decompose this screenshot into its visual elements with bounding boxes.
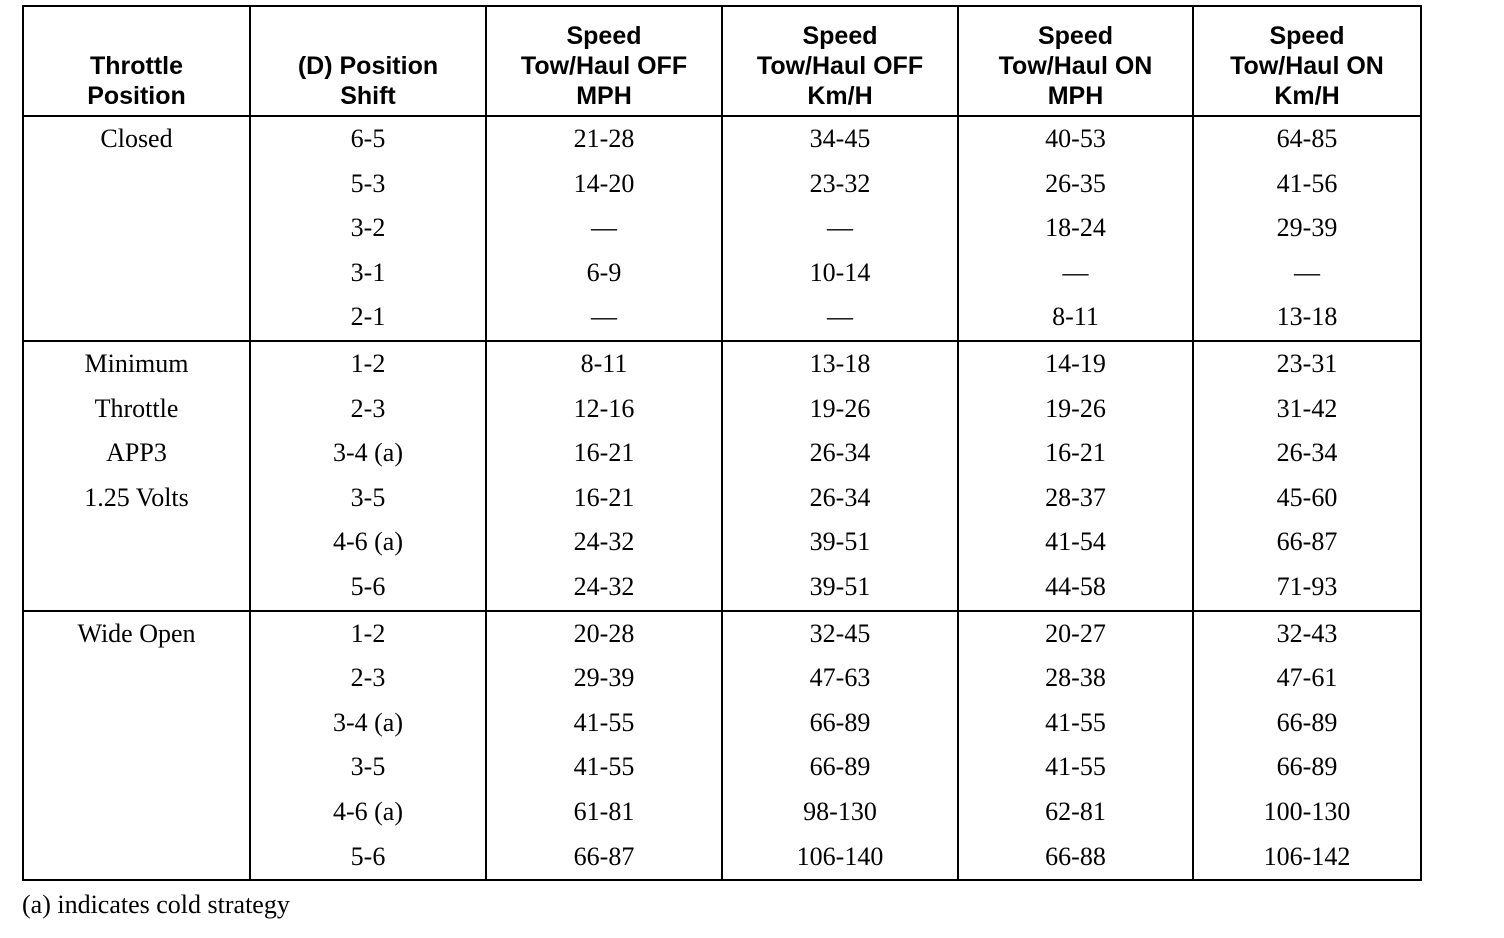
shift-cell	[250, 611, 486, 881]
cell-value: 23-31	[1276, 348, 1338, 378]
cell-value: 106-142	[1263, 841, 1351, 871]
cell-value: 10-14	[809, 257, 871, 287]
throttle-cell	[23, 116, 250, 341]
cell-value: 20-27	[1045, 618, 1106, 648]
cell-value: 26-34	[1276, 438, 1338, 468]
cell-value: Throttle	[94, 393, 179, 423]
cell-value: 1.25 Volts	[84, 482, 189, 512]
cell-value: 5-6	[350, 841, 386, 871]
cell-value: 106-140	[796, 841, 884, 871]
speed-off-kmh-cell	[722, 611, 958, 881]
cell-value: 66-89	[1276, 707, 1338, 737]
cell-value: 66-87	[573, 841, 635, 871]
cell-value: 29-39	[1276, 213, 1338, 243]
cell-value: 28-37	[1045, 482, 1106, 512]
cell-value: 4-6 (a)	[332, 527, 403, 557]
cell-value: 23-32	[809, 168, 871, 198]
cell-value: 19-26	[1045, 393, 1106, 423]
table-row	[23, 341, 1421, 611]
cell-value: 44-58	[1045, 571, 1106, 601]
cell-value: 41-55	[1045, 707, 1106, 737]
cell-value: —	[591, 213, 617, 243]
cell-value: 66-88	[1045, 841, 1106, 871]
cell-value: 66-89	[809, 707, 871, 737]
footnote: (a) indicates cold strategy	[22, 890, 290, 919]
cell-value: 6-9	[586, 257, 622, 287]
cell-value: 98-130	[803, 796, 877, 826]
cell-value: 14-19	[1045, 348, 1106, 378]
cell-value: 21-28	[573, 124, 635, 153]
cell-value: 8-11	[580, 348, 628, 378]
cell-value: 8-11	[1052, 302, 1099, 332]
cell-value: 61-81	[573, 796, 635, 826]
speed-off-kmh-cell	[722, 341, 958, 611]
cell-value: 41-55	[573, 707, 635, 737]
cell-value: 14-20	[573, 168, 635, 198]
cell-value: 41-54	[1045, 527, 1106, 557]
cell-value: 3-4 (a)	[332, 707, 403, 737]
cell-value: 29-39	[573, 663, 635, 693]
speed-off-mph-cell	[486, 611, 722, 881]
cell-value: 2-3	[350, 663, 386, 693]
speed-off-mph-cell	[486, 116, 722, 341]
cell-value: 41-56	[1276, 168, 1338, 198]
cell-value: Closed	[100, 124, 173, 153]
cell-value: 13-18	[809, 348, 871, 378]
cell-value: 64-85	[1276, 124, 1338, 153]
cell-value: 24-32	[573, 571, 635, 601]
header-speed-off-kmh: Speed Tow/Haul OFF Km/H	[722, 6, 958, 116]
cell-value: 28-38	[1045, 663, 1106, 693]
cell-value: 16-21	[1045, 438, 1106, 468]
cell-value: 1-2	[350, 618, 386, 648]
speed-on-mph-cell	[958, 611, 1193, 881]
header-speed-off-mph: Speed Tow/Haul OFF MPH	[486, 6, 722, 116]
cell-value: 6-5	[350, 124, 386, 153]
header-speed-on-kmh: Speed Tow/Haul ON Km/H	[1193, 6, 1421, 116]
header-speed-on-mph: Speed Tow/Haul ON MPH	[958, 6, 1193, 116]
cell-value: 20-28	[573, 618, 635, 648]
cell-value: 12-16	[573, 393, 635, 423]
speed-off-kmh-cell	[722, 116, 958, 341]
cell-value: 40-53	[1045, 124, 1106, 153]
cell-value: 2-1	[350, 302, 386, 332]
cell-value: 16-21	[573, 482, 635, 512]
speed-on-mph-cell	[958, 341, 1193, 611]
cell-value: 62-81	[1045, 796, 1106, 826]
cell-value: 31-42	[1276, 393, 1338, 423]
speed-on-kmh-cell	[1193, 611, 1421, 881]
cell-value: Minimum	[84, 348, 189, 378]
cell-value: 2-3	[350, 393, 386, 423]
cell-value: —	[591, 302, 617, 332]
speed-off-mph-cell	[486, 341, 722, 611]
cell-value: —	[827, 213, 853, 243]
cell-value: 24-32	[573, 527, 635, 557]
cell-value: 100-130	[1263, 796, 1351, 826]
cell-value: 16-21	[573, 438, 635, 468]
header-row	[23, 6, 1421, 116]
cell-value: 66-89	[1276, 752, 1338, 782]
speed-on-mph-cell	[958, 116, 1193, 341]
cell-value: 3-2	[350, 213, 386, 243]
cell-value: 3-4 (a)	[332, 438, 403, 468]
cell-value: 4-6 (a)	[332, 796, 403, 826]
cell-value: 13-18	[1276, 302, 1338, 332]
cell-value: 3-5	[350, 752, 386, 782]
cell-value: 39-51	[809, 571, 871, 601]
cell-value: 5-3	[350, 168, 386, 198]
cell-value: 66-89	[809, 752, 871, 782]
cell-value: 32-43	[1276, 618, 1338, 648]
cell-value: —	[827, 302, 853, 332]
cell-value: 39-51	[809, 527, 871, 557]
header-d-position-shift: (D) Position Shift	[250, 6, 486, 116]
cell-value: 26-34	[809, 438, 871, 468]
cell-value: 34-45	[809, 124, 871, 153]
cell-value: 18-24	[1045, 213, 1106, 243]
cell-value: 45-60	[1276, 482, 1338, 512]
cell-value: 41-55	[1045, 752, 1106, 782]
throttle-cell	[23, 611, 250, 881]
cell-value: 3-5	[350, 482, 386, 512]
shift-speed-table	[22, 5, 1422, 881]
cell-value: 66-87	[1276, 527, 1338, 557]
cell-value: APP3	[106, 438, 167, 468]
shift-cell	[250, 341, 486, 611]
cell-value: 5-6	[350, 571, 386, 601]
shift-cell	[250, 116, 486, 341]
cell-value: 26-35	[1045, 168, 1106, 198]
speed-on-kmh-cell	[1193, 116, 1421, 341]
table-row	[23, 116, 1421, 341]
cell-value: —	[1294, 257, 1320, 287]
cell-value: 41-55	[573, 752, 635, 782]
speed-on-kmh-cell	[1193, 341, 1421, 611]
cell-value: Wide Open	[77, 618, 196, 648]
cell-value: 1-2	[350, 348, 386, 378]
cell-value: 32-45	[809, 618, 871, 648]
cell-value: 26-34	[809, 482, 871, 512]
table-body	[23, 116, 1421, 880]
cell-value: 71-93	[1276, 571, 1338, 601]
cell-value: 3-1	[350, 257, 386, 287]
cell-value: —	[1062, 257, 1089, 287]
header-throttle-position: Throttle Position	[23, 6, 250, 116]
cell-value: 19-26	[809, 393, 871, 423]
table-row	[23, 611, 1421, 881]
cell-value: 47-61	[1276, 663, 1338, 693]
cell-value: 47-63	[809, 663, 871, 693]
throttle-cell	[23, 341, 250, 611]
